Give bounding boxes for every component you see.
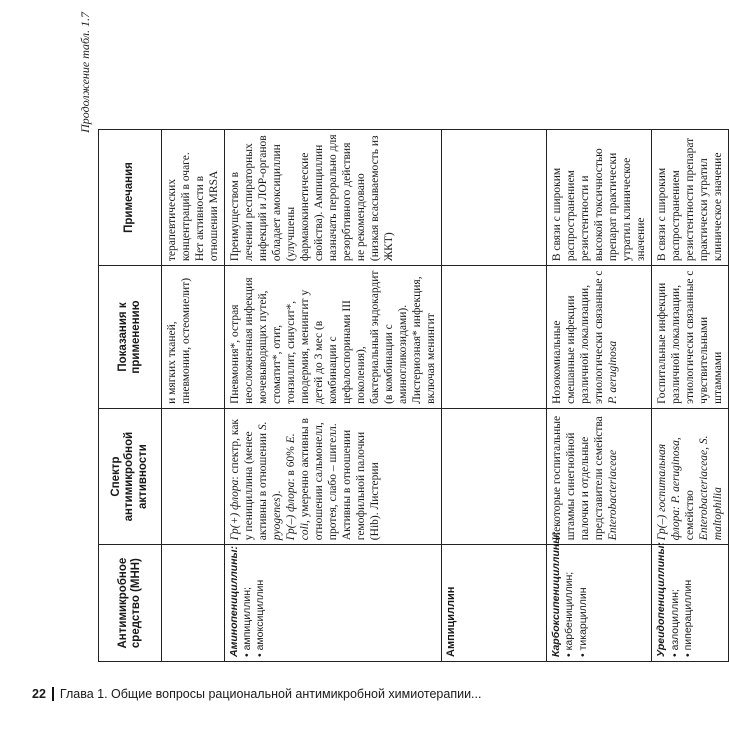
chapter-title: Глава 1. Общие вопросы рациональной антимикробной химиотерапии...	[59, 687, 482, 701]
drug-item: • тикарциллин	[576, 587, 589, 657]
page-footer	[32, 687, 481, 701]
cell-drug	[652, 542, 729, 662]
drug-item: • ампициллин;	[241, 587, 254, 657]
cell-indications: Пневмония*, острая неосложненная инфекция мочевыводящих путей, стоматит*, отит, тонзиллит, синусит*, пиодермия, менингит у детей до 3 мес (в комбинации с цефалоспоринами III поколения), бактериальный эндокардит (в комбинации с аминогликозидами). Листериозная* инфекция, включая менингит	[225, 266, 442, 409]
cell-indications: Госпитальные инфекции различной локализации, этиологически связанные с чувствительными штаммами	[652, 266, 729, 409]
table-row	[225, 13, 442, 662]
drug-group-name: Уреидопенициллины:	[655, 542, 668, 657]
table-row	[442, 13, 547, 662]
page-number: 22	[32, 687, 54, 701]
header-spectrum: Спектр антимикробной активности	[99, 408, 162, 544]
table-continuation-label: Продолжение табл. 1.7	[78, 12, 92, 133]
rotated-table-block	[74, 12, 725, 662]
cell-spectrum	[162, 408, 225, 544]
table-header-row	[99, 13, 162, 662]
cell-notes: Преимуществом в лечении респираторных инфекций и ЛОР-органов обладает амоксициллин (улучшены фармакокинетические свойства). Ампициллин назначать перорально для резорбтивного действия не рекомендовано (низкая всасываемость из ЖКТ)	[225, 129, 442, 265]
cell-indications: и мягких тканей, пневмонии, остеомиелит)	[162, 266, 225, 409]
cell-drug	[547, 531, 652, 662]
header-notes: Примечания	[99, 129, 162, 265]
cell-notes: В связи с широким распространением резистентности препарат практически утратил клиническое значение	[652, 129, 729, 265]
table-row	[547, 13, 652, 662]
drug-item: • карбенициллин;	[563, 571, 576, 657]
drug-item: • пиперациллин	[681, 579, 694, 657]
cell-drug	[162, 545, 225, 662]
cell-notes: терапевтических концентраций в очаге. Нет активности в отношении MRSA	[162, 129, 225, 265]
table-row	[652, 13, 729, 662]
antimicrobial-table	[98, 12, 729, 662]
cell-spectrum: Гр(+) флора: спектр, как у пенициллина (менее активны в отношении S. pyogenes). Гр(–) флора: в 60% E. coli, умеренно активны в отношении сальмонелл, протея, слабо – шигелл. Активны в отношении гемофильной палочки (Hib). Листерии	[225, 408, 442, 544]
cell-indications	[442, 266, 547, 409]
drug-group-name: Карбоксипенициллины:	[550, 531, 563, 657]
cell-spectrum	[442, 408, 547, 544]
drug-item: • азлоциллин;	[668, 589, 681, 657]
cell-spectrum: Гр(–) госпитальная флора: P. aeruginosa, семейство Enterobacteriaceae, S. maltophilia	[652, 408, 729, 544]
header-indications: Показания к применению	[99, 266, 162, 409]
cell-spectrum: Некоторые госпитальные штаммы синегнойной палочки и отдельные представители семейства Enterobacteriaceae	[547, 408, 652, 544]
cell-notes: В связи с широким распространением резистентности и высокой токсичностью препарат практически утратил клиническое значение	[547, 129, 652, 265]
cell-drug	[225, 545, 442, 662]
cell-indications: Нозокомиальные смешанные инфекции различной локализации, этиологически связанные с P. aeruginosa	[547, 266, 652, 409]
cell-notes	[442, 129, 547, 265]
drug-group-name: Аминопенициллины:	[228, 545, 241, 657]
cell-drug-ampicillin: Ампициллин	[442, 545, 547, 662]
drug-item: • амоксициллин	[254, 579, 267, 657]
table-row	[162, 13, 225, 662]
header-drug: Антимикробное средство (МНН)	[99, 545, 162, 662]
